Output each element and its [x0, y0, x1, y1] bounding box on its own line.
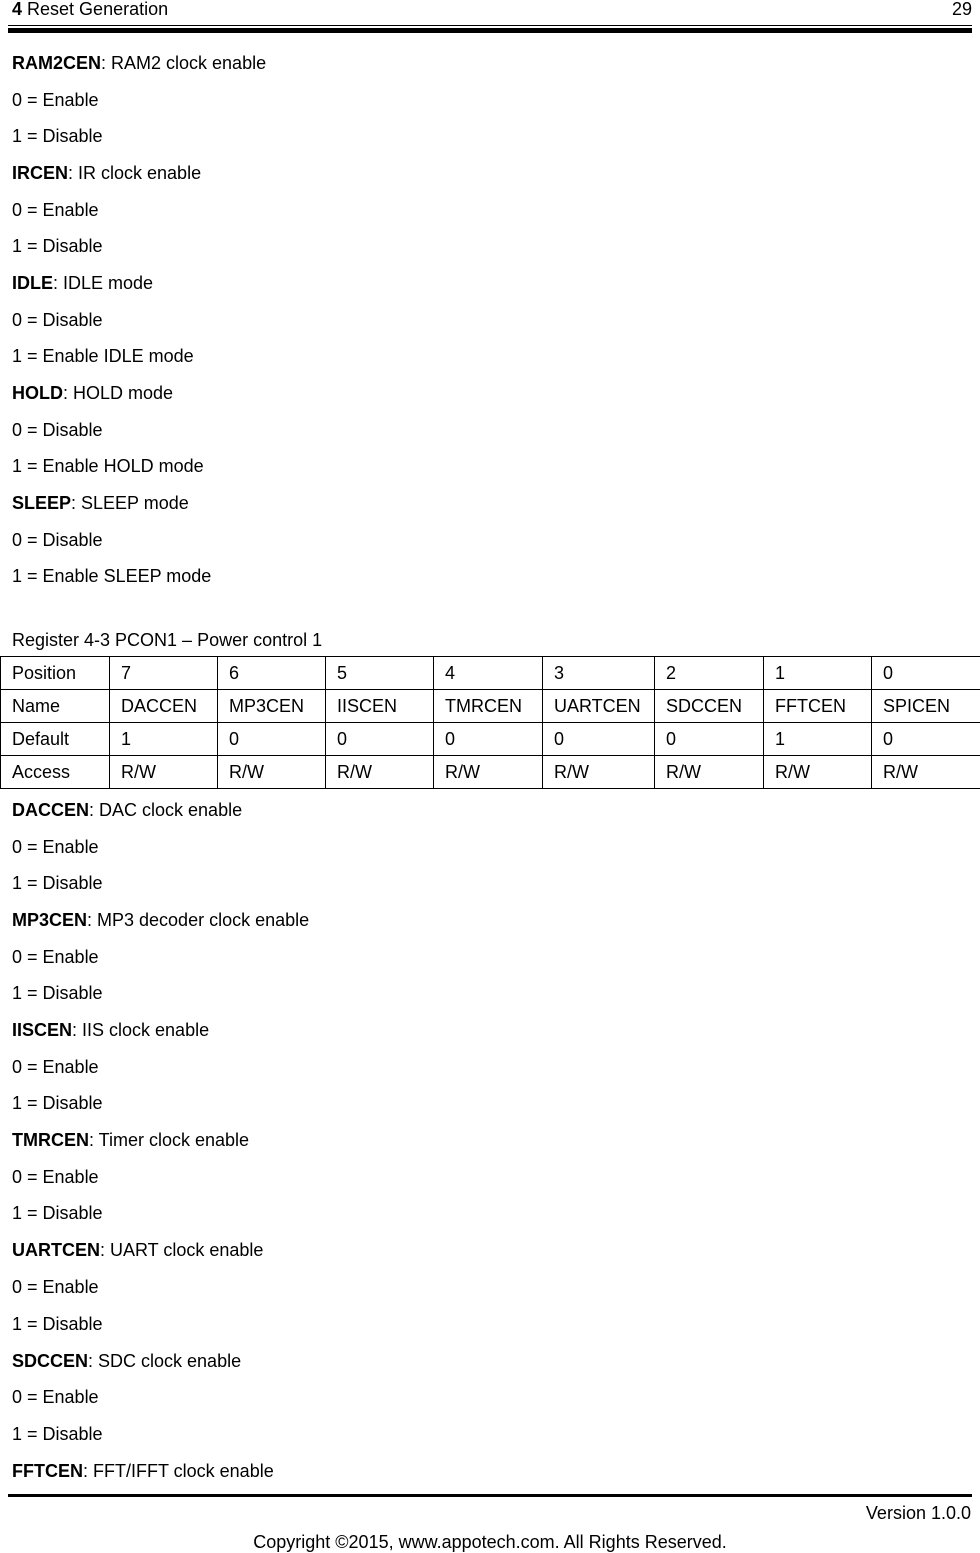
- table-cell: 0: [543, 723, 655, 756]
- field-value: 1 = Disable: [12, 873, 103, 893]
- table-cell: 4: [434, 657, 543, 690]
- field-name: HOLD: [12, 383, 63, 403]
- table-cell: 0: [218, 723, 326, 756]
- field-value: 0 = Enable: [12, 90, 99, 110]
- table-cell: R/W: [218, 756, 326, 789]
- field-definition: [12, 382, 173, 404]
- table-cell: R/W: [110, 756, 218, 789]
- page-header: [12, 0, 972, 22]
- table-cell: Access: [1, 756, 110, 789]
- field-value: 0 = Disable: [12, 530, 103, 550]
- field-name: TMRCEN: [12, 1130, 89, 1150]
- field-name: DACCEN: [12, 800, 90, 820]
- field-definition: [12, 1019, 209, 1041]
- table-cell: 7: [110, 657, 218, 690]
- field-definition: [12, 909, 309, 931]
- table-cell: 1: [110, 723, 218, 756]
- field-definition: [12, 1129, 249, 1151]
- table-cell: R/W: [326, 756, 434, 789]
- field-value: 1 = Disable: [12, 126, 103, 146]
- header-rule-thin: [8, 25, 972, 26]
- table-cell: 1: [764, 657, 872, 690]
- field-definition: [12, 1460, 274, 1482]
- field-name: FFTCEN: [12, 1461, 83, 1481]
- table-cell: 1: [764, 723, 872, 756]
- field-value: 0 = Enable: [12, 837, 99, 857]
- field-description: : UART clock enable: [100, 1240, 264, 1260]
- field-value: 0 = Enable: [12, 1057, 99, 1077]
- table-cell: UARTCEN: [543, 690, 655, 723]
- field-definition: [12, 799, 242, 821]
- field-name: SLEEP: [12, 493, 72, 513]
- field-value: 0 = Enable: [12, 1277, 99, 1297]
- field-definition: [12, 1350, 241, 1372]
- table-cell: 0: [872, 657, 980, 690]
- table-cell: 0: [434, 723, 543, 756]
- field-value: 1 = Disable: [12, 983, 103, 1003]
- table-cell: 3: [543, 657, 655, 690]
- table-cell: 0: [326, 723, 434, 756]
- field-description: : IDLE mode: [53, 273, 154, 293]
- table-cell: R/W: [434, 756, 543, 789]
- chapter-heading: [12, 0, 168, 18]
- field-value: 1 = Enable SLEEP mode: [12, 566, 212, 586]
- chapter-title: Reset Generation: [27, 0, 169, 19]
- field-definition: [12, 492, 189, 514]
- table-cell: 2: [655, 657, 764, 690]
- register-caption: Register 4-3 PCON1 – Power control 1: [12, 630, 323, 650]
- table-cell: MP3CEN: [218, 690, 326, 723]
- field-value: 0 = Disable: [12, 420, 103, 440]
- field-description: : MP3 decoder clock enable: [87, 910, 310, 930]
- field-definition: [12, 52, 266, 74]
- field-definition: [12, 162, 201, 184]
- field-value: 0 = Enable: [12, 947, 99, 967]
- field-value: 0 = Disable: [12, 310, 103, 330]
- footer-version: Version 1.0.0: [865, 1503, 971, 1523]
- field-name: MP3CEN: [12, 910, 88, 930]
- table-row-position: [1, 657, 980, 690]
- header-rule-thick: [8, 28, 972, 33]
- table-cell: SDCCEN: [655, 690, 764, 723]
- field-description: : FFT/IFFT clock enable: [83, 1461, 274, 1481]
- field-value: 1 = Enable IDLE mode: [12, 346, 194, 366]
- table-row-access: [1, 756, 980, 789]
- table-cell: Name: [1, 690, 110, 723]
- field-name: SDCCEN: [12, 1351, 89, 1371]
- field-description: : RAM2 clock enable: [101, 53, 267, 73]
- table-row-name: [1, 690, 980, 723]
- field-value: 1 = Disable: [12, 236, 103, 256]
- field-description: : IR clock enable: [68, 163, 202, 183]
- table-cell: Default: [1, 723, 110, 756]
- field-definition: [12, 272, 153, 294]
- field-value: 0 = Enable: [12, 1387, 99, 1407]
- field-value: 1 = Disable: [12, 1314, 103, 1334]
- table-cell: 0: [655, 723, 764, 756]
- table-cell: TMRCEN: [434, 690, 543, 723]
- table-cell: R/W: [655, 756, 764, 789]
- field-name: RAM2CEN: [12, 53, 102, 73]
- register-table: [0, 656, 980, 789]
- table-cell: R/W: [543, 756, 655, 789]
- table-cell: FFTCEN: [764, 690, 872, 723]
- field-value: 1 = Disable: [12, 1093, 103, 1113]
- field-description: : HOLD mode: [63, 383, 174, 403]
- table-cell: Position: [1, 657, 110, 690]
- field-description: : IIS clock enable: [72, 1020, 210, 1040]
- table-cell: IISCEN: [326, 690, 434, 723]
- field-description: : SLEEP mode: [71, 493, 189, 513]
- table-cell: R/W: [764, 756, 872, 789]
- field-description: : SDC clock enable: [88, 1351, 242, 1371]
- table-cell: R/W: [872, 756, 980, 789]
- field-name: IISCEN: [12, 1020, 73, 1040]
- table-row-default: [1, 723, 980, 756]
- chapter-number: 4: [12, 0, 23, 19]
- field-name: IRCEN: [12, 163, 69, 183]
- field-name: IDLE: [12, 273, 54, 293]
- field-value: 0 = Enable: [12, 1167, 99, 1187]
- footer-rule: [8, 1494, 972, 1497]
- table-cell: DACCEN: [110, 690, 218, 723]
- field-definition: [12, 1239, 263, 1261]
- table-cell: 5: [326, 657, 434, 690]
- field-value: 1 = Disable: [12, 1203, 103, 1223]
- field-value: 1 = Disable: [12, 1424, 103, 1444]
- field-value: 1 = Enable HOLD mode: [12, 456, 204, 476]
- table-cell: SPICEN: [872, 690, 980, 723]
- table-cell: 6: [218, 657, 326, 690]
- table-cell: 0: [872, 723, 980, 756]
- field-description: : Timer clock enable: [89, 1130, 250, 1150]
- footer-copyright: Copyright ©2015, www.appotech.com. All Rights Reserved.: [253, 1532, 727, 1552]
- field-description: : DAC clock enable: [89, 800, 243, 820]
- page-number: 29: [951, 0, 972, 19]
- field-name: UARTCEN: [12, 1240, 100, 1260]
- field-value: 0 = Enable: [12, 200, 99, 220]
